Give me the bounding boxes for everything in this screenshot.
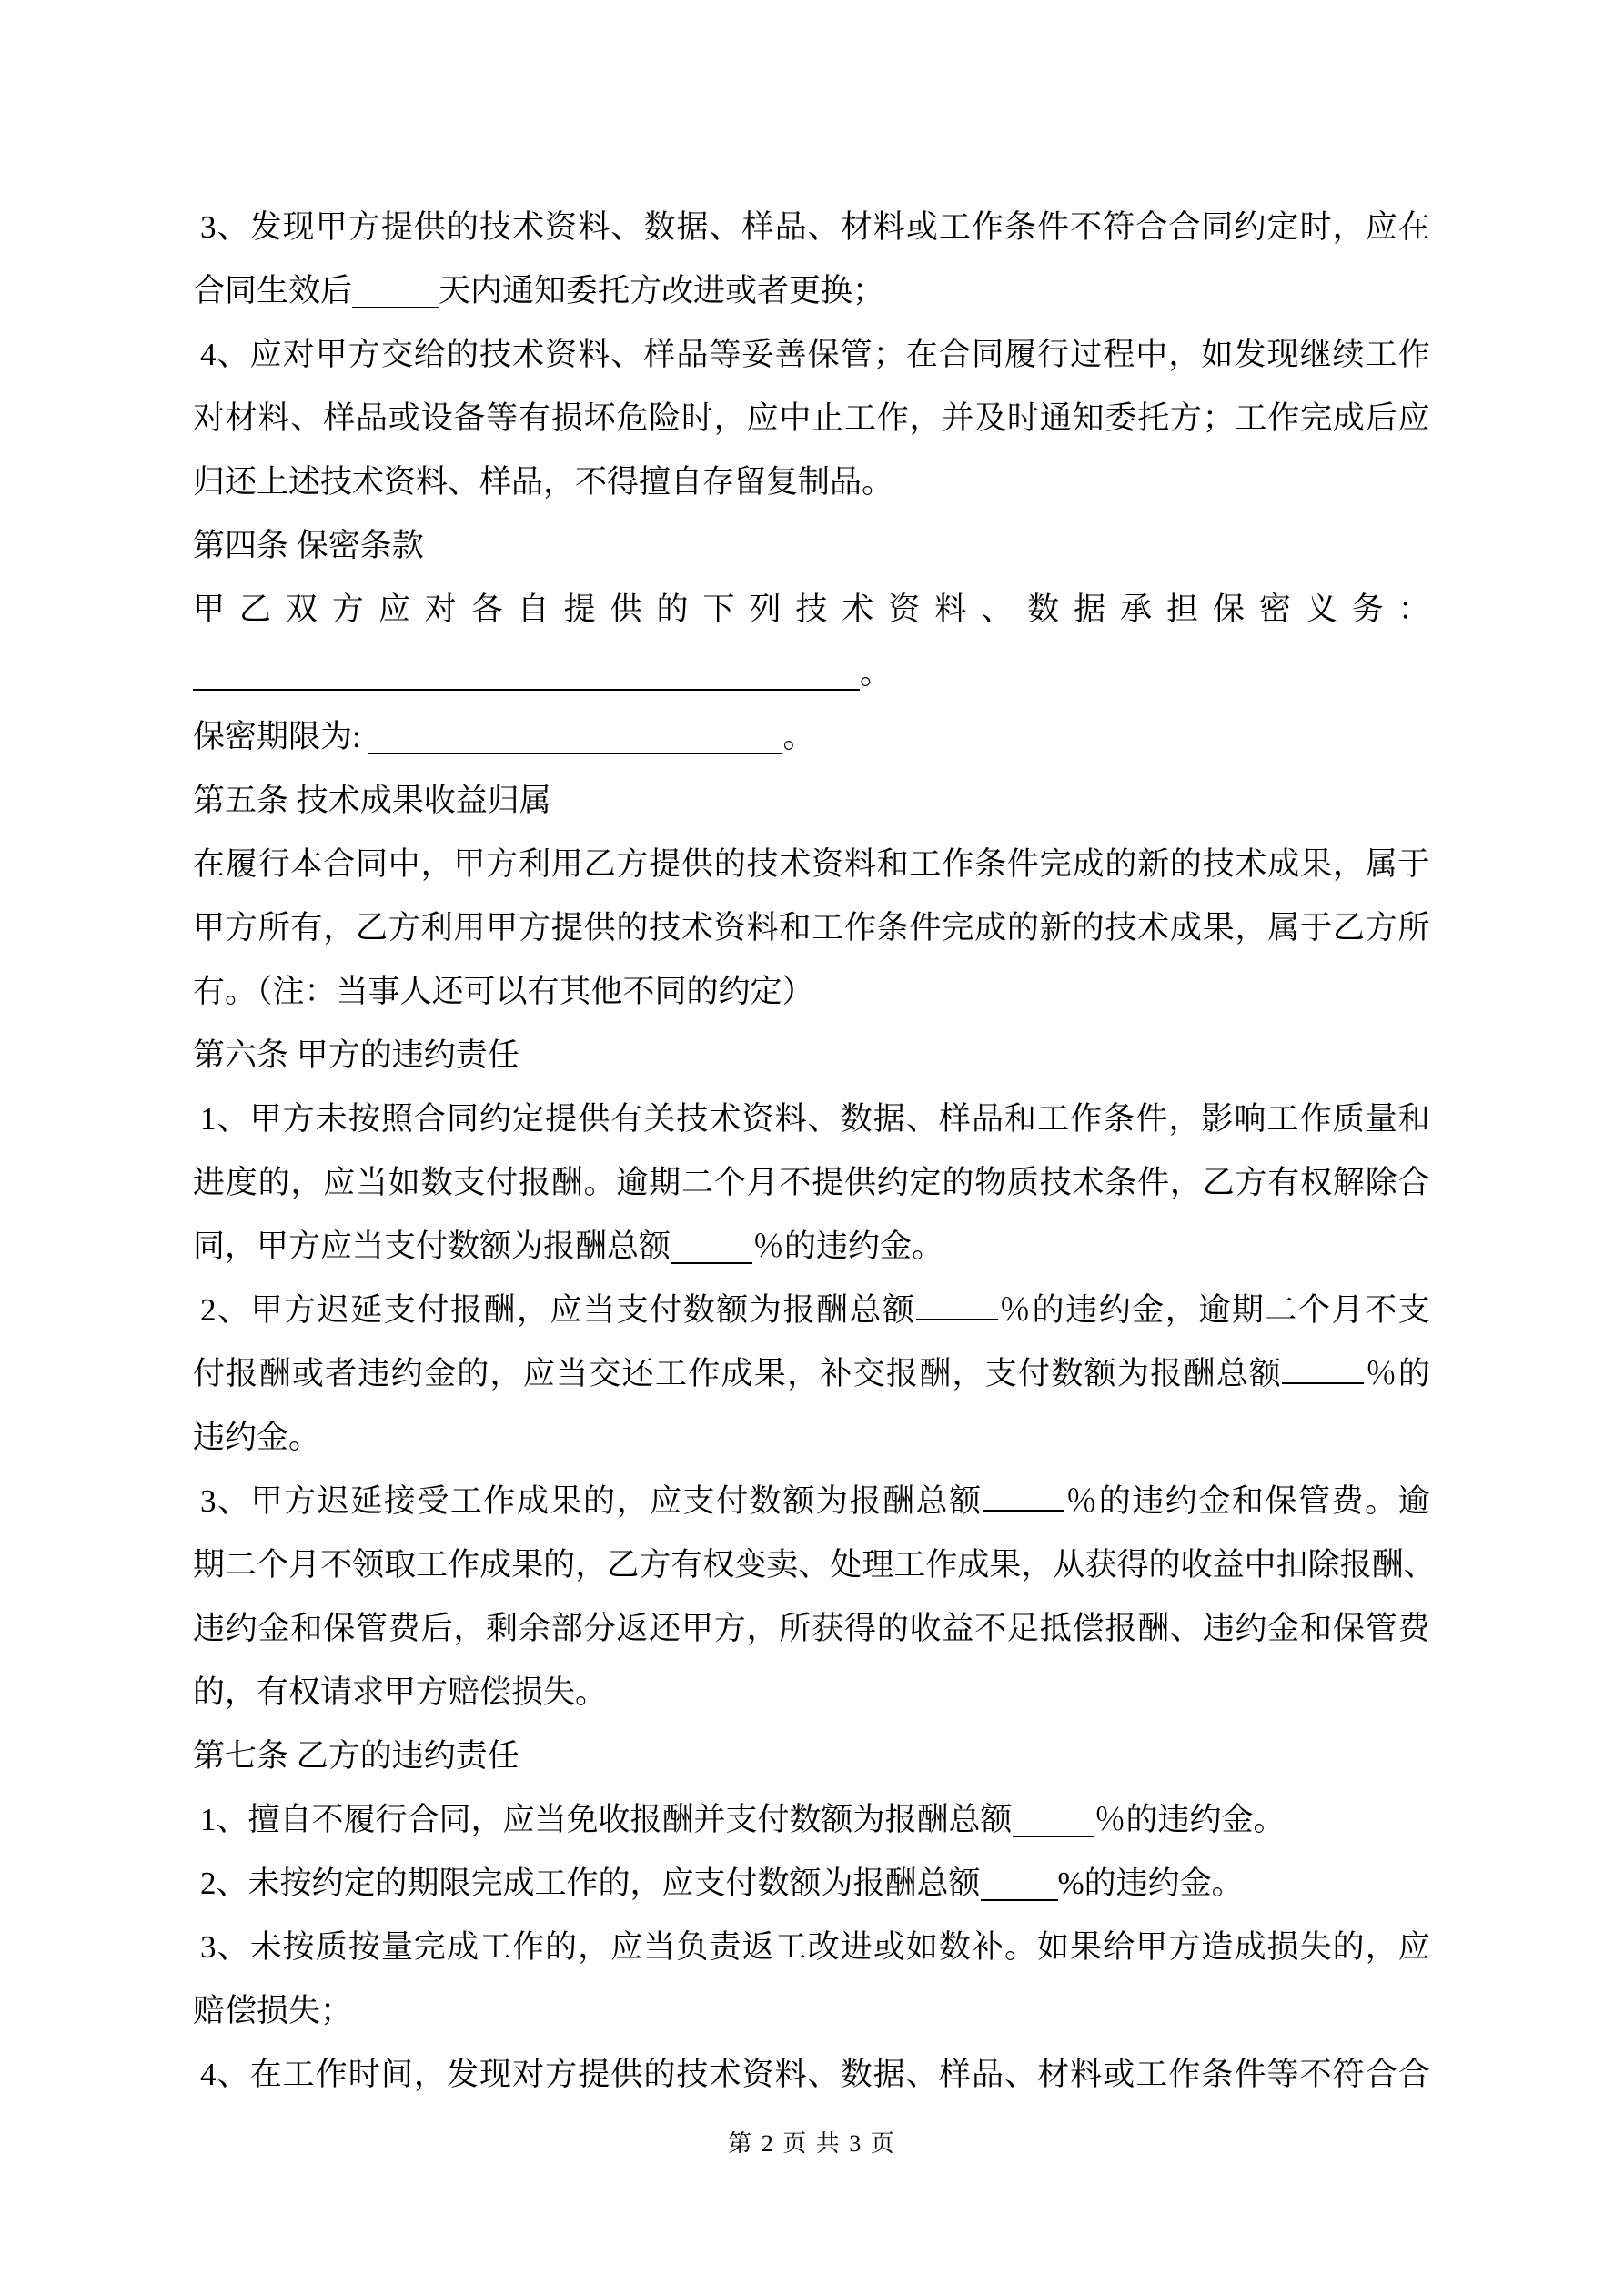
contract-line: 归还上述技术资料、样品，不得擅自存留复制品。 [193, 464, 894, 500]
blank-underline [671, 1262, 752, 1264]
contract-line: 的，有权请求甲方赔偿损失。 [193, 1674, 608, 1710]
contract-line: 合同生效后 天内通知委托方改进或者更换； [193, 273, 885, 308]
contract-line: 同，甲方应当支付数额为报酬总额 ％的违约金。 [193, 1229, 944, 1264]
contract-line: 有。（注：当事人还可以有其他不同的约定） [193, 974, 814, 1009]
contract-line: 1、擅自不履行合同，应当免收报酬并支付数额为报酬总额 ％的违约金。 [200, 1802, 1286, 1837]
blank-underline [368, 753, 782, 754]
blank-underline [916, 1319, 998, 1320]
contract-line: 保密期限为: 。 [193, 719, 815, 754]
blank-underline [981, 1899, 1058, 1901]
contract-line: 3 、 未 按 质 按 量 完 成 工 作 的 ， 应 当 负 责 返 工 改 进 或 如 数 补 。 如 果 给 甲 方 造 成 损 失 的 ， 应 [200, 1929, 1430, 1965]
contract-line: 在 履 行 本 合 同 中 ， 甲 方 利 用 乙 方 提 供 的 技 术 资 料 和 工 作 条 件 完 成 的 新 的 技 术 成 果 ， 属 于 [193, 846, 1430, 882]
contract-line: 进 度 的 ， 应 当 如 数 支 付 报 酬 。 逾 期 二 个 月 不 提 供 约 定 的 物 质 技 术 条 件 ， 乙 方 有 权 解 除 合 [193, 1165, 1430, 1200]
contract-line: 甲 方 所 有 ， 乙 方 利 用 甲 方 提 供 的 技 术 资 料 和 工 作 条 件 完 成 的 新 的 技 术 成 果 ， 属 于 乙 方 所 [193, 910, 1430, 946]
contract-line: 期 二 个 月 不 领 取 工 作 成 果 的 ， 乙 方 有 权 变 卖 、 处 理 工 作 成 果 ， 从 获 得 的 收 益 中 扣 除 报 酬 、 [193, 1547, 1436, 1583]
contract-line: 甲 乙 双 方 应 对 各 自 提 供 的 下 列 技 术 资 料 、 数 据 承 担 保 密 义 务 ： [193, 592, 1430, 627]
contract-line: 2、未按约定的期限完成工作的，应支付数额为报酬总额 %的违约金。 [200, 1866, 1244, 1901]
page-footer: 第 2 页 共 3 页 [728, 2130, 896, 2157]
blank-underline [1013, 1836, 1094, 1837]
contract-line: 3 、 甲 方 迟 延 接 受 工 作 成 果 的 ， 应 支 付 数 额 为 报 酬 总 额 ％ 的 违 约 金 和 保 管 费 。 逾 [200, 1483, 1430, 1519]
blank-underline [1282, 1382, 1364, 1384]
contract-body [193, 196, 1436, 2107]
section-heading: 第四条 保密条款 [193, 528, 424, 563]
blank-underline [193, 689, 860, 691]
contract-line: 4 、 在 工 作 时 间 ， 发 现 对 方 提 供 的 技 术 资 料 、 数 据 、 样 品 、 材 料 或 工 作 条 件 等 不 符 合 合 [200, 2057, 1430, 2092]
contract-line: 违 约 金 和 保 管 费 后 ， 剩 余 部 分 返 还 甲 方 ， 所 获 得 的 收 益 不 足 抵 偿 报 酬 、 违 约 金 和 保 管 费 [193, 1611, 1430, 1646]
contract-line: 3 、 发 现 甲 方 提 供 的 技 术 资 料 、 数 据 、 样 品 、 材 料 或 工 作 条 件 不 符 合 合 同 约 定 时 ， 应 在 [200, 209, 1430, 245]
contract-line: 2 、 甲 方 迟 延 支 付 报 酬 ， 应 当 支 付 数 额 为 报 酬 总 额 ％ 的 违 约 金 ， 逾 期 二 个 月 不 支 [200, 1292, 1430, 1328]
contract-line: 。 [193, 642, 1430, 705]
contract-line: 违约金。 [193, 1420, 321, 1455]
section-heading: 第六条 甲方的违约责任 [193, 1037, 519, 1073]
contract-line: 赔偿损失； [193, 1993, 353, 2028]
contract-line: 对 材 料 、 样 品 或 设 备 等 有 损 坏 危 险 时 ， 应 中 止 工 作 ， 并 及 时 通 知 委 托 方 ； 工 作 完 成 后 应 [193, 400, 1430, 436]
contract-line: 1 、 甲 方 未 按 照 合 同 约 定 提 供 有 关 技 术 资 料 、 数 据 、 样 品 和 工 作 条 件 ， 影 响 工 作 质 量 和 [200, 1101, 1430, 1137]
blank-underline [352, 307, 439, 308]
blank-underline [983, 1510, 1064, 1512]
section-heading: 第七条 乙方的违约责任 [193, 1738, 519, 1774]
section-heading: 第五条 技术成果收益归属 [193, 783, 551, 818]
contract-line: 付 报 酬 或 者 违 约 金 的 ， 应 当 交 还 工 作 成 果 ， 补 交 报 酬 ， 支 付 数 额 为 报 酬 总 额 ％ 的 [193, 1356, 1430, 1391]
contract-line: 4 、 应 对 甲 方 交 给 的 技 术 资 料 、 样 品 等 妥 善 保 管 ； 在 合 同 履 行 过 程 中 ， 如 发 现 继 续 工 作 [200, 337, 1430, 372]
